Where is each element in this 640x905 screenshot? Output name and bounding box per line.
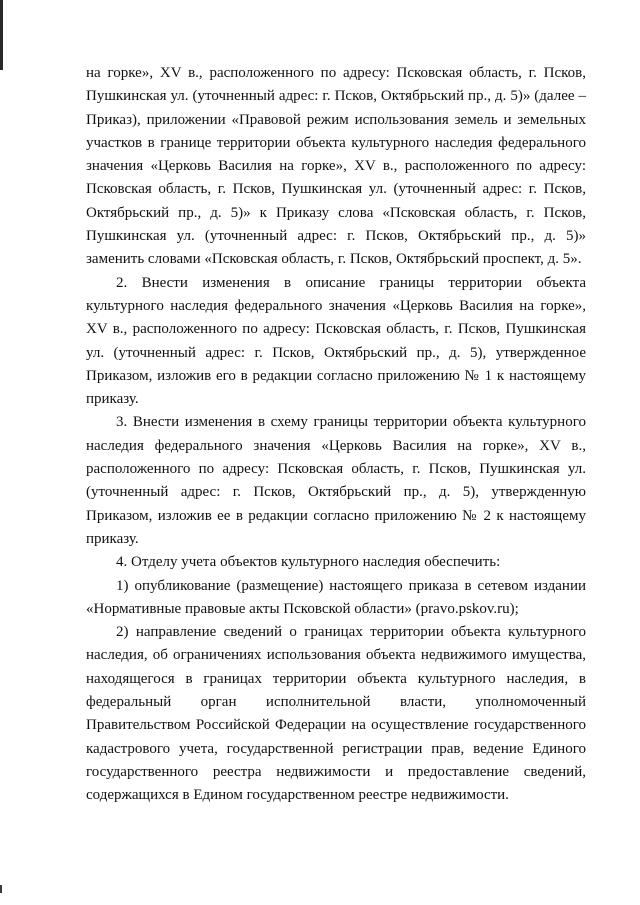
paragraph-item-3: 3. Внести изменения в схему границы территории объекта культурного наследия федерального значения «Церковь Василия на горке», XV в., расположенного по адресу: Псковская область, г. Псков, Пушкинская ул. (уточненный адрес: г. Псков, Октябрьский пр., д. 5), утвержденную Приказом, изложив ее в редакции согласно приложению № 2 к настоящему приказу. xyxy=(86,414,586,547)
paragraph-item-2: 2. Внести изменения в описание границы территории объекта культурного наследия федерального значения «Церковь Василия на горке», XV в., расположенного по адресу: Псковская область, г. Псков, Пушкинская ул. (уточненный адрес: г. Псков, Октябрьский пр., д. 5), утвержденное Приказом, изложив его в редакции согласно приложению № 1 к настоящему приказу. xyxy=(86,274,586,408)
scan-edge-mark xyxy=(0,0,3,70)
paragraph-subitem-1: 1) опубликование (размещение) настоящего приказа в сетевом издании «Нормативные правовые акты Псковской области» (pravo.pskov.ru); xyxy=(86,577,586,617)
paragraph-item-4: 4. Отделу учета объектов культурного наследия обеспечить: xyxy=(116,554,501,571)
scan-corner-mark xyxy=(0,885,2,893)
paragraph-subitem-2: 2) направление сведений о границах территории объекта культурного наследия, об ограничениях использования объекта недвижимого имущества, находящегося в границах территории объекта культурного наследия, в федеральный орган исполнительной власти, уполномоченный Правительством Российской Федерации на осуществление государственного кадастрового учета, государственной регистрации прав, ведение Единого государственного реестра недвижимости и предоставление сведений, содержащихся в Едином государственном реестре недвижимости. xyxy=(86,624,586,804)
document-body xyxy=(86,62,586,808)
paragraph-continuation: на горке», XV в., расположенного по адресу: Псковская область, г. Псков, Пушкинская ул. (уточненный адрес: г. Псков, Октябрьский пр., д. 5)» (далее – Приказ), приложении «Правовой режим использования земель и земельных участков в границе территории объекта культурного наследия федерального значения «Церковь Василия на горке», XV в., расположенного по адресу: Псковская область, г. Псков, Пушкинская ул. (уточненный адрес: г. Псков, Октябрьский пр., д. 5)» к Приказу слова «Псковская область, г. Псков, Пушкинская ул. (уточненный адрес: г. Псков, Октябрьский пр., д. 5)» заменить словами «Псковская область, г. Псков, Октябрьский проспект, д. 5». xyxy=(86,65,586,268)
